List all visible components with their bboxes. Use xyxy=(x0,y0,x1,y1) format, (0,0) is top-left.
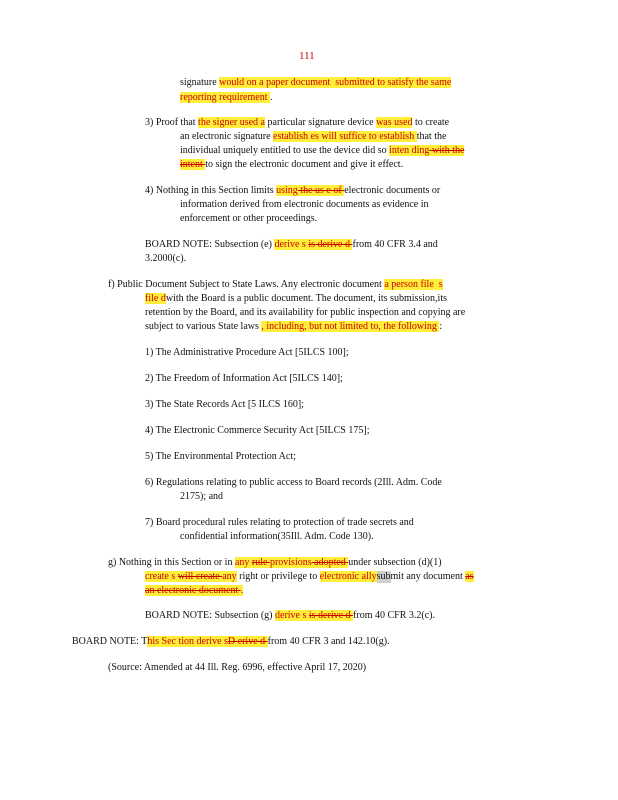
inserted-text: . xyxy=(240,585,244,596)
text-run: confidential information(35Ill. Adm. Code 130). xyxy=(180,531,374,542)
text-run: 2175); and xyxy=(180,491,224,502)
text-run: information derived from electronic documents as evidence in xyxy=(180,199,429,210)
text-run: 4) Nothing in this Section limits xyxy=(145,185,277,196)
inserted-text: s xyxy=(436,279,443,290)
inserted-text: provisions xyxy=(269,557,312,568)
document-line xyxy=(145,585,243,597)
text-run: from 40 CFR 3.4 and xyxy=(352,239,438,250)
text-run: signature xyxy=(180,77,220,88)
document-line xyxy=(145,425,369,437)
document-line xyxy=(145,321,442,333)
document-line xyxy=(145,517,414,529)
document-line xyxy=(145,477,442,489)
document-line xyxy=(145,239,438,251)
text-run: (Source: Amended at 44 Ill. Reg. 6996, effective April 17, 2020) xyxy=(108,662,367,673)
inserted-text: any xyxy=(222,571,237,582)
inserted-text: establish es will suffice to establish xyxy=(273,131,417,142)
deleted-text: is derive d xyxy=(308,239,353,250)
inserted-text: ally xyxy=(361,571,377,582)
text-run: from 40 CFR 3.2(c). xyxy=(353,610,435,621)
document-line xyxy=(180,159,403,171)
inserted-text: inten xyxy=(389,145,412,156)
inserted-text: create xyxy=(145,571,172,582)
document-line xyxy=(145,185,440,197)
deleted-text: will create xyxy=(177,571,223,582)
inserted-text: using xyxy=(276,185,298,196)
text-run: right or privilege to xyxy=(236,571,320,582)
inserted-text: the si xyxy=(198,117,220,128)
text-run: g) Nothing in this Section or in xyxy=(108,557,235,568)
document-line xyxy=(145,347,349,359)
document-line xyxy=(72,636,390,648)
document-line xyxy=(145,451,296,463)
document-line xyxy=(180,145,464,157)
inserted-text: on file xyxy=(407,279,437,290)
text-run: 3.2000(c). xyxy=(145,253,187,264)
text-run: 2) The Freedom of Information Act [5ILCS 140]; xyxy=(145,373,343,384)
text-run: BOARD NOTE: Subsection (g) xyxy=(145,610,275,621)
text-run: individual uniquely entitled to use the device did so xyxy=(180,145,390,156)
inserted-text: a xyxy=(258,117,265,128)
inserted-text: file d xyxy=(145,293,166,304)
document-line xyxy=(145,307,465,319)
deleted-text: with the xyxy=(429,145,465,156)
document-line xyxy=(145,571,474,583)
document-line xyxy=(180,77,451,89)
inserted-text: derive s xyxy=(275,610,309,621)
text-run: an electronic signature xyxy=(180,131,274,142)
document-line xyxy=(180,131,446,143)
text-run: that the xyxy=(416,131,447,142)
text-run: with the Board is a public document. The document, its submission,its xyxy=(165,293,448,304)
deleted-text: intent xyxy=(180,159,206,170)
deleted-text: is derive d xyxy=(308,610,354,621)
text-run: electronic documents or xyxy=(344,185,441,196)
deleted-text: D erive d xyxy=(227,636,268,647)
document-line xyxy=(145,373,343,385)
page-number: 111 xyxy=(299,50,315,62)
deleted-text: the us e of xyxy=(297,185,345,196)
inserted-text: a pers xyxy=(384,279,408,290)
text-run: mit any document xyxy=(390,571,466,582)
text-run: f) Public Document Subject to State Laws. Any electronic document xyxy=(108,279,385,290)
document-line xyxy=(145,399,304,411)
document-line xyxy=(145,293,447,305)
text-run: . xyxy=(269,92,273,103)
inserted-text: , including, but not limited to, the following xyxy=(261,321,440,332)
document-line xyxy=(180,531,374,543)
text-run: retention by the Board, and its availability for public inspection and copying are xyxy=(145,307,466,318)
inserted-text: any xyxy=(234,557,252,568)
document-line xyxy=(108,662,366,674)
inserted-text: would on a paper document xyxy=(219,77,333,88)
text-run: to sign the electronic document and give it effect. xyxy=(205,159,404,170)
document-line xyxy=(145,253,186,265)
document-line xyxy=(108,279,443,291)
text-run: 5) The Environmental Protection Act; xyxy=(145,451,296,462)
inserted-text: s xyxy=(171,571,178,582)
text-run: enforcement or other proceedings. xyxy=(180,213,318,224)
inserted-text: derive s xyxy=(274,239,309,250)
inserted-text: reporting requirement xyxy=(180,92,270,103)
document-line xyxy=(180,491,223,503)
deleted-text: rule xyxy=(251,557,270,568)
text-run: 4) The Electronic Commerce Security Act [5ILCS 175]; xyxy=(145,425,370,436)
document-line xyxy=(180,199,429,211)
text-run: 3) The State Records Act [5 ILCS 160]; xyxy=(145,399,304,410)
text-run: from 40 CFR 3 and 142.10(g). xyxy=(267,636,390,647)
text-run: 1) The Administrative Procedure Act [5ILCS 100]; xyxy=(145,347,349,358)
text-run: BOARD NOTE: T xyxy=(72,636,148,647)
text-run: : xyxy=(439,321,443,332)
text-run: 7) Board procedural rules relating to protection of trade secrets and xyxy=(145,517,414,528)
text-run: BOARD NOTE: Subsection (e) xyxy=(145,239,275,250)
document-line xyxy=(145,117,449,129)
inserted-text: was used xyxy=(376,117,413,128)
inserted-text: his Sec tion derive s xyxy=(147,636,228,647)
text-run: subject to various State laws xyxy=(145,321,262,332)
text-run: particular signature device xyxy=(265,117,377,128)
deleted-text: an electronic document xyxy=(145,585,241,596)
inserted-text: electronic xyxy=(319,571,362,582)
highlight-gap: sub xyxy=(376,571,391,582)
text-run: 6) Regulations relating to public access to Board records (2Ill. Adm. Code xyxy=(145,477,442,488)
deleted-text: adopted xyxy=(311,557,349,568)
inserted-text: gner used xyxy=(219,117,259,128)
text-run: 3) Proof that xyxy=(145,117,199,128)
document-line xyxy=(145,610,435,622)
document-line xyxy=(180,92,272,104)
inserted-text: ding xyxy=(411,145,430,156)
deleted-text: as xyxy=(465,571,474,582)
text-run: to create xyxy=(412,117,450,128)
document-line xyxy=(108,557,442,569)
text-run: under subsection (d)(1) xyxy=(348,557,442,568)
inserted-text: submitted to satisfy the same xyxy=(332,77,452,88)
document-line xyxy=(180,213,317,225)
